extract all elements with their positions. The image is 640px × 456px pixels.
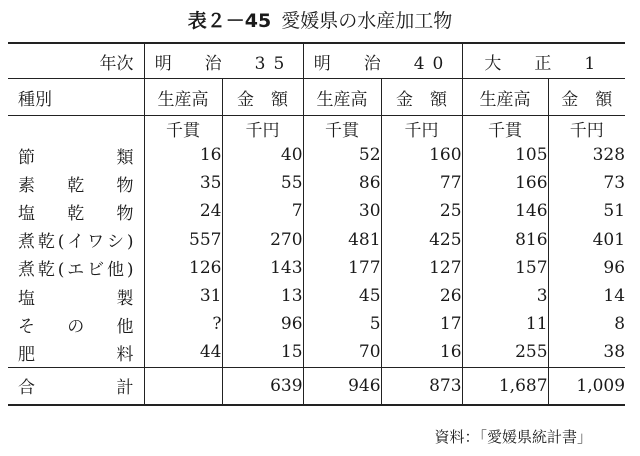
value-cell: 157	[462, 254, 548, 282]
value-cell: 77	[381, 169, 462, 197]
total-cell: 1,009	[548, 367, 625, 405]
value-cell: 25	[381, 197, 462, 225]
header-era: 大 正 1	[462, 43, 625, 79]
value-cell: 70	[303, 338, 381, 367]
unit-label: 千円	[381, 116, 462, 142]
unit-label: 千貫	[303, 116, 381, 142]
category-cell: 煮乾(イワシ)	[18, 232, 134, 253]
table-row	[8, 338, 625, 367]
header-amount: 金 額	[381, 79, 462, 116]
value-cell: 816	[462, 226, 548, 254]
header-category-label: 種別	[8, 79, 144, 116]
value-cell: 146	[462, 197, 548, 225]
header-production: 生産高	[462, 79, 548, 116]
table-row	[8, 141, 625, 169]
value-cell: 17	[381, 310, 462, 338]
category-cell: その他	[18, 316, 134, 337]
header-year-label: 年次	[8, 43, 144, 79]
source-note: 資料：「愛媛県統計書」	[434, 428, 592, 446]
table-row	[8, 169, 625, 197]
value-cell: 328	[548, 141, 625, 169]
category-cell: 肥料	[18, 344, 134, 365]
value-cell: 55	[222, 169, 303, 197]
value-cell: 13	[222, 282, 303, 310]
value-cell: 5	[303, 310, 381, 338]
unit-label: 千貫	[462, 116, 548, 142]
value-cell: 14	[548, 282, 625, 310]
table-title	[0, 6, 640, 33]
value-cell: 73	[548, 169, 625, 197]
table-row	[8, 310, 625, 338]
value-cell: 31	[144, 282, 222, 310]
total-cell: 946	[303, 367, 381, 405]
header-amount: 金 額	[548, 79, 625, 116]
value-cell: 86	[303, 169, 381, 197]
value-cell: 16	[144, 141, 222, 169]
value-cell: ?	[144, 310, 222, 338]
value-cell: 401	[548, 226, 625, 254]
value-cell: 40	[222, 141, 303, 169]
value-cell: 255	[462, 338, 548, 367]
value-cell: 425	[381, 226, 462, 254]
value-cell: 8	[548, 310, 625, 338]
unit-label: 千円	[222, 116, 303, 142]
header-production: 生産高	[303, 79, 381, 116]
value-cell: 143	[222, 254, 303, 282]
value-cell: 15	[222, 338, 303, 367]
value-cell: 51	[548, 197, 625, 225]
value-cell: 96	[222, 310, 303, 338]
table-caption: 愛媛県の水産加工物	[281, 10, 453, 32]
production-table	[8, 42, 625, 406]
value-cell: 160	[381, 141, 462, 169]
value-cell: 44	[144, 338, 222, 367]
category-cell: 節類	[18, 147, 134, 168]
unit-label: 千貫	[144, 116, 222, 142]
table-row	[8, 197, 625, 225]
header-era-row	[8, 43, 625, 79]
value-cell: 38	[548, 338, 625, 367]
table-row	[8, 254, 625, 282]
value-cell: 52	[303, 141, 381, 169]
header-era: 明 治 40	[303, 43, 462, 79]
value-cell: 3	[462, 282, 548, 310]
total-cell: 639	[222, 367, 303, 405]
total-cell: 873	[381, 367, 462, 405]
value-cell: 7	[222, 197, 303, 225]
value-cell: 96	[548, 254, 625, 282]
value-cell: 127	[381, 254, 462, 282]
value-cell: 11	[462, 310, 548, 338]
category-cell: 素乾物	[18, 175, 134, 196]
value-cell: 126	[144, 254, 222, 282]
total-cell: 1,687	[462, 367, 548, 405]
value-cell: 177	[303, 254, 381, 282]
category-cell: 塩乾物	[18, 203, 134, 224]
value-cell: 166	[462, 169, 548, 197]
table-body	[8, 141, 625, 367]
value-cell: 557	[144, 226, 222, 254]
value-cell: 481	[303, 226, 381, 254]
value-cell: 16	[381, 338, 462, 367]
total-cell	[144, 367, 222, 405]
table-row	[8, 226, 625, 254]
total-row	[8, 367, 625, 405]
header-amount: 金 額	[222, 79, 303, 116]
value-cell: 45	[303, 282, 381, 310]
value-cell: 26	[381, 282, 462, 310]
header-sub-row	[8, 79, 625, 116]
value-cell: 270	[222, 226, 303, 254]
category-cell: 塩製	[18, 288, 134, 309]
category-cell: 煮乾(エビ他)	[18, 260, 134, 281]
value-cell: 24	[144, 197, 222, 225]
value-cell: 30	[303, 197, 381, 225]
unit-label: 千円	[548, 116, 625, 142]
value-cell: 105	[462, 141, 548, 169]
total-label: 合計	[8, 367, 144, 405]
value-cell: 35	[144, 169, 222, 197]
table-number: 表２－45	[187, 10, 272, 32]
header-production: 生産高	[144, 79, 222, 116]
table-row	[8, 282, 625, 310]
unit-row	[8, 116, 625, 142]
header-era: 明 治 35	[144, 43, 303, 79]
